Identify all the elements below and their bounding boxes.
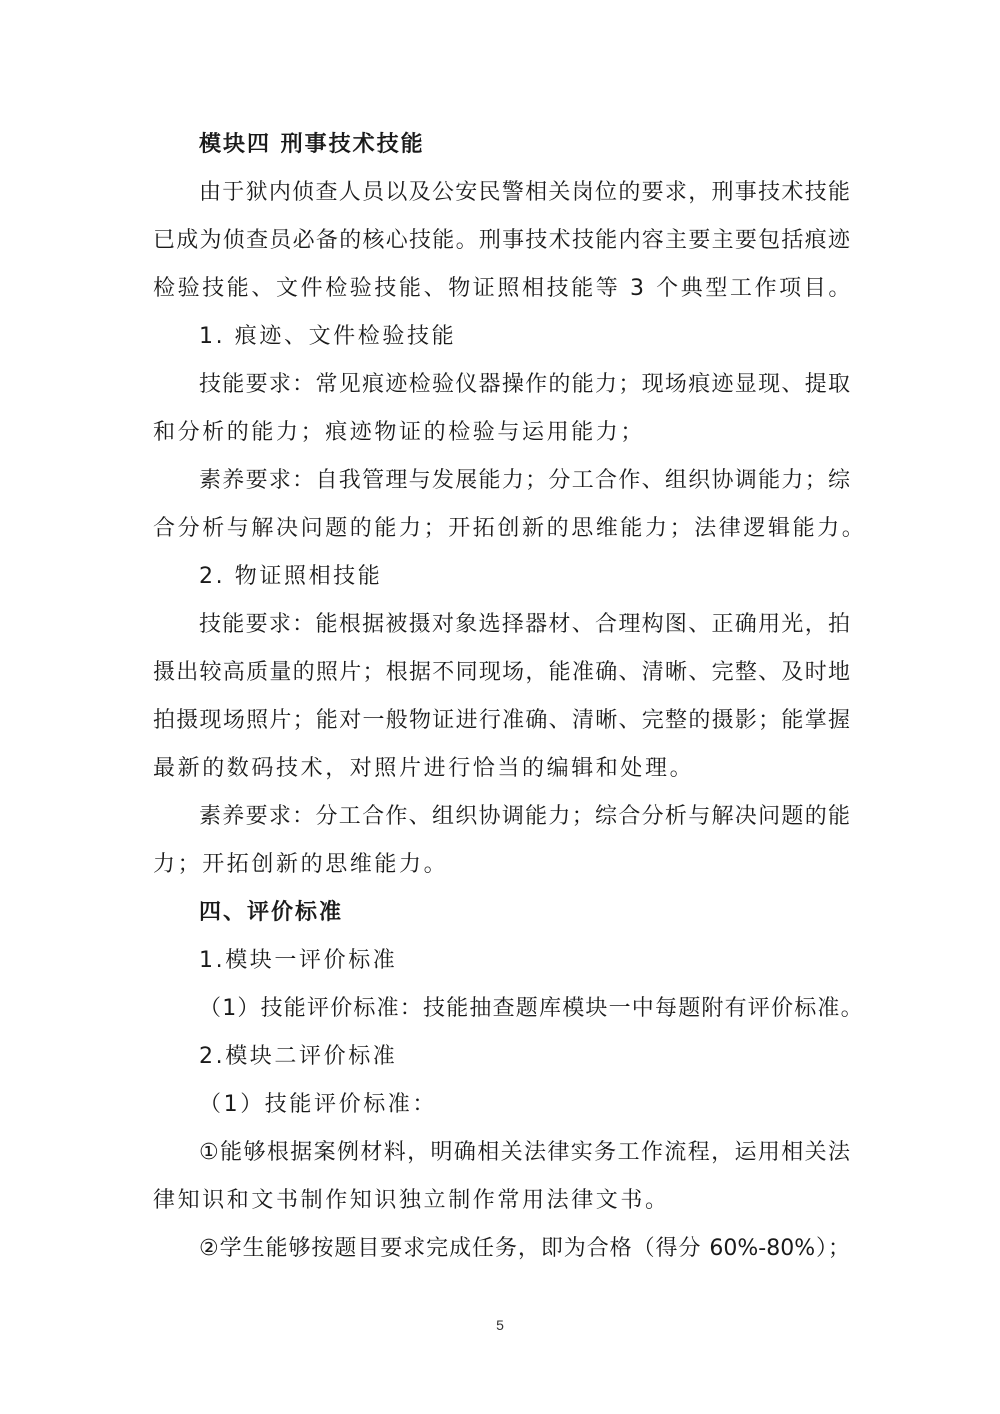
eval2-point1-line-2: 律知识和文书制作知识独立制作常用法律文书。 <box>153 1188 670 1213</box>
document-body <box>153 121 867 1273</box>
item2-skill-line-3: 拍摄现场照片；能对一般物证进行准确、清晰、完整的摄影；能掌握 <box>153 708 850 733</box>
intro-line-2: 已成为侦查员必备的核心技能。刑事技术技能内容主要主要包括痕迹 <box>153 228 850 253</box>
item1-skill-paragraph <box>153 361 850 457</box>
item2-literacy-line-2: 力；开拓创新的思维能力。 <box>153 852 449 877</box>
item1-skill-line-2: 和分析的能力；痕迹物证的检验与运用能力； <box>153 420 646 445</box>
item1-literacy-line-1: 素养要求：自我管理与发展能力；分工合作、组织协调能力；综 <box>199 468 850 493</box>
item1-title: 1. 痕迹、文件检验技能 <box>199 324 457 349</box>
item2-skill-line-1: 技能要求：能根据被摄对象选择器材、合理构图、正确用光，拍 <box>199 612 850 637</box>
section4-title: 四、评价标准 <box>199 900 344 925</box>
eval2-item1: （1）技能评价标准： <box>199 1092 437 1117</box>
item1-literacy-paragraph <box>153 457 867 553</box>
item1-literacy-line-2: 合分析与解决问题的能力；开拓创新的思维能力；法律逻辑能力。 <box>153 516 867 541</box>
item2-title: 2. 物证照相技能 <box>199 564 383 589</box>
intro-line-1: 由于狱内侦查人员以及公安民警相关岗位的要求，刑事技术技能 <box>199 180 850 205</box>
item2-literacy-paragraph <box>153 793 850 889</box>
eval1-title: 1.模块一评价标准 <box>199 948 398 973</box>
eval2-point1-paragraph <box>153 1129 850 1225</box>
item2-skill-line-4: 最新的数码技术，对照片进行恰当的编辑和处理。 <box>153 756 695 781</box>
page-number: 5 <box>496 1317 504 1333</box>
intro-line-3: 检验技能、文件检验技能、物证照相技能等 3 个典型工作项目。 <box>153 276 853 301</box>
eval2-point1-line-1: ①能够根据案例材料，明确相关法律实务工作流程，运用相关法 <box>199 1140 850 1165</box>
eval2-point2: ②学生能够按题目要求完成任务，即为合格（得分 60%-80%）； <box>199 1236 850 1261</box>
item2-skill-line-2: 摄出较高质量的照片；根据不同现场，能准确、清晰、完整、及时地 <box>153 660 850 685</box>
module4-heading: 模块四 刑事技术技能 <box>199 132 425 157</box>
item2-literacy-line-1: 素养要求：分工合作、组织协调能力；综合分析与解决问题的能 <box>199 804 850 829</box>
eval1-item1: （1）技能评价标准：技能抽查题库模块一中每题附有评价标准。 <box>199 996 864 1021</box>
item1-skill-line-1: 技能要求：常见痕迹检验仪器操作的能力；现场痕迹显现、提取 <box>199 372 850 397</box>
eval2-title: 2.模块二评价标准 <box>199 1044 398 1069</box>
intro-paragraph <box>153 169 853 313</box>
item2-skill-paragraph <box>153 601 850 793</box>
